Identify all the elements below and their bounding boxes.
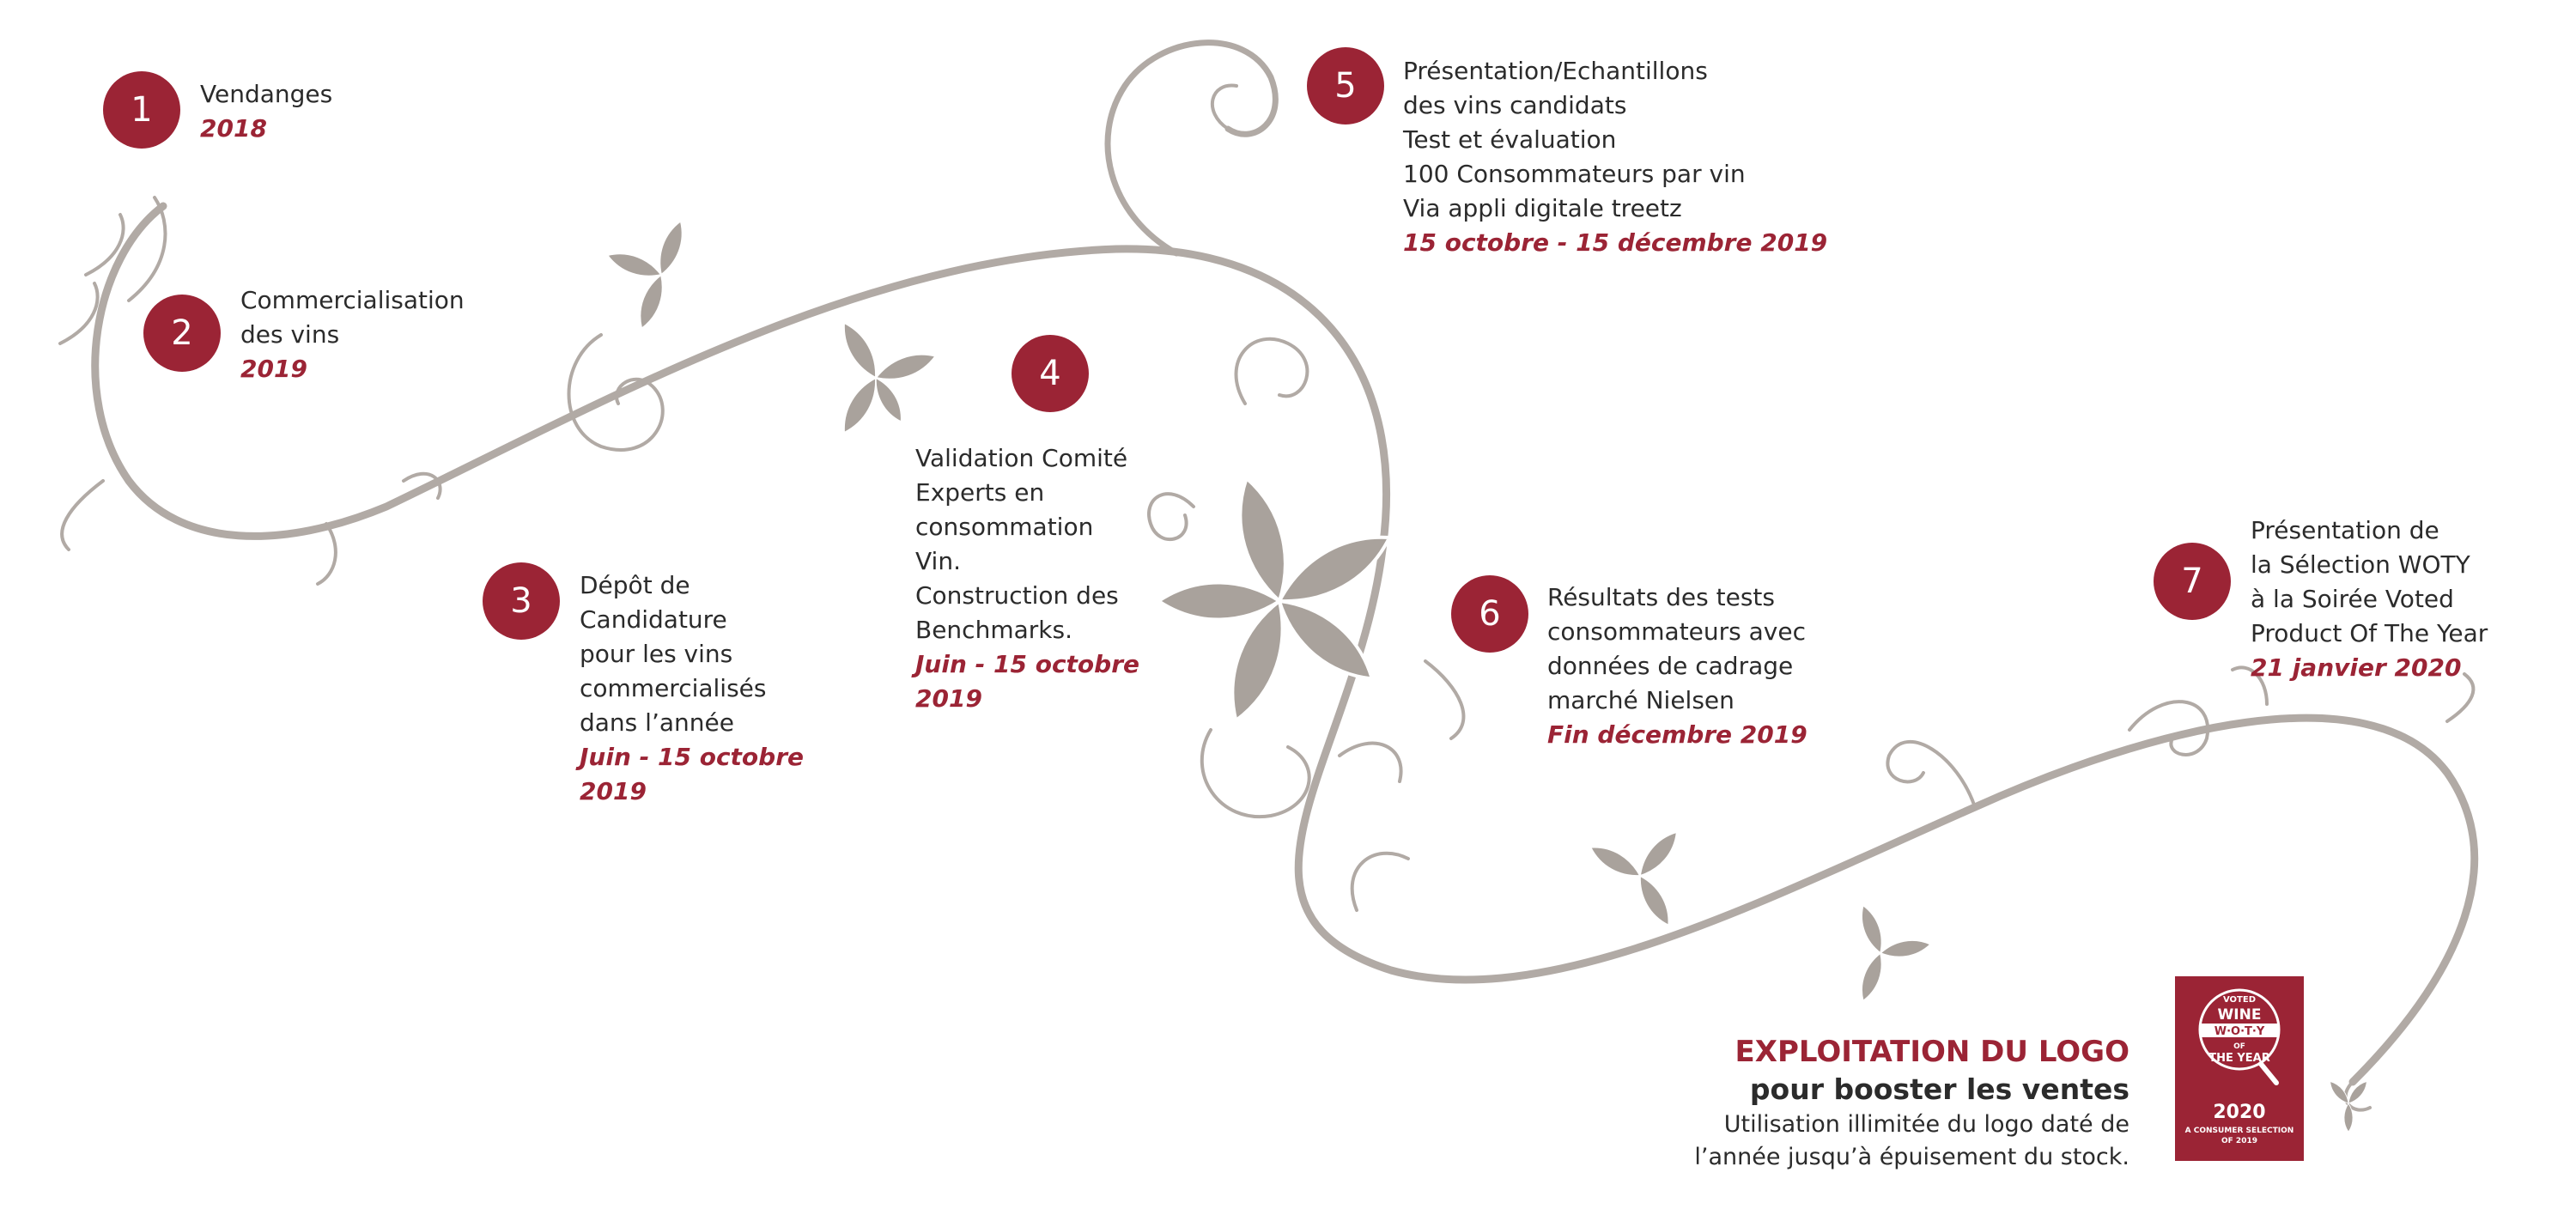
step-line: dans l’année <box>580 708 734 737</box>
step-date: Juin - 15 octobre <box>580 743 805 771</box>
seal-of: OF <box>2233 1042 2245 1051</box>
step-date: Juin - 15 octobre <box>915 650 1140 678</box>
step-line: Vin. <box>915 547 961 575</box>
step-line: Présentation/Echantillons <box>1403 57 1708 85</box>
woty-seal-graphic <box>2175 976 2304 1105</box>
step-line: à la Soirée Voted <box>2251 585 2454 613</box>
step-number: 3 <box>510 581 532 621</box>
step-number: 4 <box>1039 354 1061 393</box>
step-line: commercialisés <box>580 674 767 702</box>
logo-exploitation-block <box>1631 1033 2129 1174</box>
seal-woty: W·O·T·Y <box>2214 1025 2265 1038</box>
logo-subtitle: pour booster les ventes <box>1749 1072 2129 1106</box>
step-line: Résultats des tests <box>1547 583 1775 611</box>
step-3-text <box>580 568 804 809</box>
badge-subtitle <box>2184 1126 2295 1146</box>
step-date: 15 octobre - 15 décembre 2019 <box>1403 228 1828 257</box>
step-line: Validation Comité <box>915 444 1128 472</box>
step-line: Product Of The Year <box>2251 619 2488 647</box>
step-line: consommation <box>915 513 1094 541</box>
step-4-text <box>915 441 1139 716</box>
step-date: 21 janvier 2020 <box>2251 653 2462 682</box>
step-2-text <box>240 283 465 386</box>
logo-description-line: Utilisation illimitée du logo daté de <box>1723 1111 2129 1138</box>
step-date: 2019 <box>915 684 982 713</box>
badge-year: 2020 <box>2213 1102 2266 1123</box>
step-line: pour les vins <box>580 640 733 668</box>
step-date: 2019 <box>240 355 307 383</box>
step-line: des vins <box>240 320 340 349</box>
seal-the-year: THE YEAR <box>2208 1052 2270 1065</box>
step-7-badge <box>2154 543 2231 620</box>
step-line: 100 Consommateurs par vin <box>1403 160 1746 188</box>
woty-logo-badge <box>2175 976 2304 1161</box>
step-5-text <box>1403 54 1827 260</box>
step-line: Via appli digitale treetz <box>1403 194 1682 222</box>
step-4-badge <box>1012 335 1089 412</box>
step-line: Dépôt de <box>580 571 690 599</box>
step-line: données de cadrage <box>1547 652 1794 680</box>
step-line: marché Nielsen <box>1547 686 1735 714</box>
step-1-badge <box>103 71 180 149</box>
seal-voted: VOTED <box>2222 995 2257 1005</box>
step-number: 5 <box>1334 66 1357 106</box>
step-line: Candidature <box>580 605 727 634</box>
step-line: Test et évaluation <box>1403 125 1617 154</box>
badge-subtitle-line: OF 2019 <box>2221 1137 2257 1145</box>
step-line: Construction des <box>915 581 1119 610</box>
step-1-text <box>200 77 332 146</box>
step-date: 2018 <box>200 114 267 143</box>
step-6-badge <box>1451 575 1528 653</box>
step-line: Experts en <box>915 478 1045 507</box>
step-line: Vendanges <box>200 80 333 108</box>
step-7-text <box>2251 513 2488 685</box>
badge-subtitle-line: A CONSUMER SELECTION <box>2184 1127 2294 1135</box>
step-number: 1 <box>131 90 153 130</box>
step-line: Commercialisation <box>240 286 465 314</box>
step-line: la Sélection WOTY <box>2251 550 2470 579</box>
step-date: Fin décembre 2019 <box>1547 720 1807 749</box>
step-line: consommateurs avec <box>1547 617 1806 646</box>
step-number: 6 <box>1479 594 1501 634</box>
logo-title: EXPLOITATION DU LOGO <box>1735 1035 2129 1069</box>
step-2-badge <box>143 295 221 372</box>
step-line: Présentation de <box>2251 516 2439 544</box>
step-date: 2019 <box>580 777 647 805</box>
step-number: 7 <box>2181 562 2203 601</box>
step-number: 2 <box>171 313 193 353</box>
step-3-badge <box>483 562 560 640</box>
step-line: Benchmarks. <box>915 616 1072 644</box>
step-6-text <box>1547 580 1807 752</box>
logo-description-line: l’année jusqu’à épuisement du stock. <box>1694 1144 2129 1170</box>
step-5-badge <box>1307 47 1384 125</box>
seal-wine: WINE <box>2217 1006 2262 1024</box>
step-line: des vins candidats <box>1403 91 1627 119</box>
